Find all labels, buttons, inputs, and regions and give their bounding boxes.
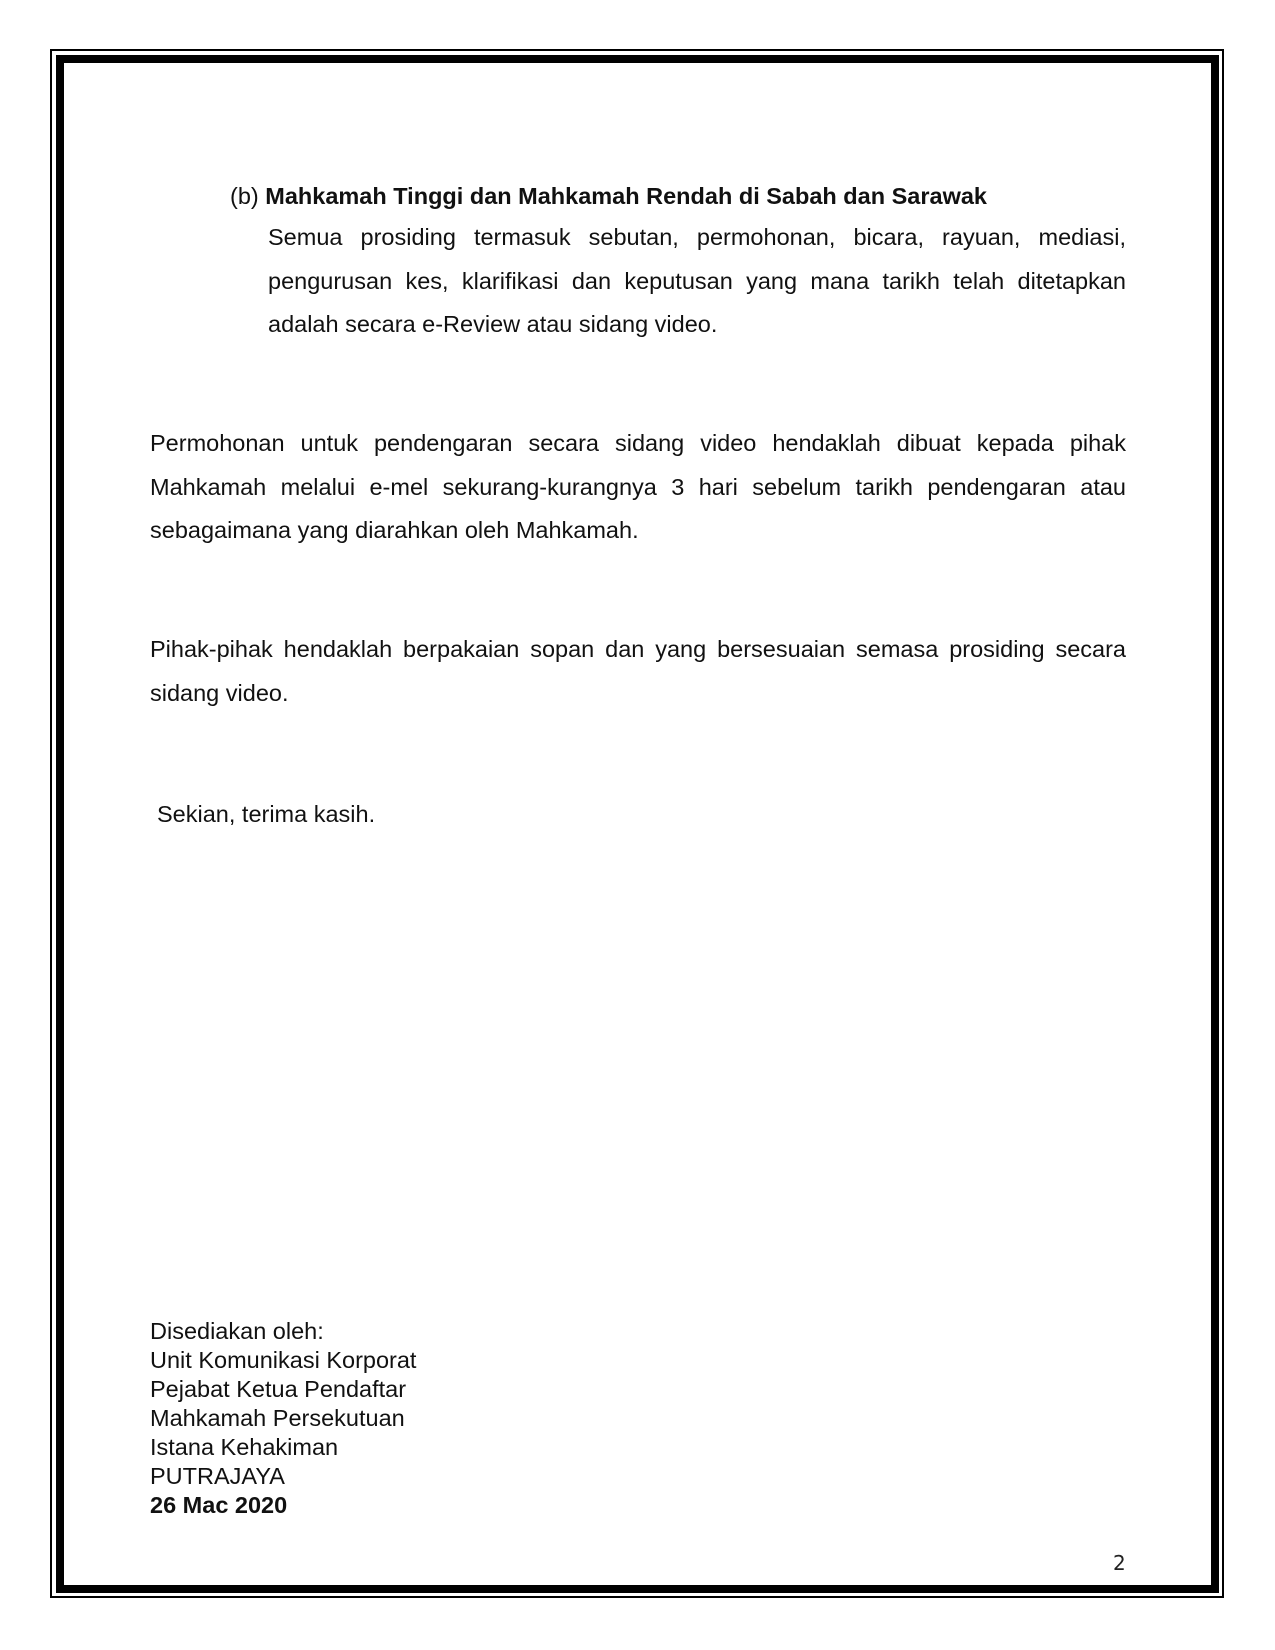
paragraph-dress-code: Pihak-pihak hendaklah berpakaian sopan dan yang bersesuaian semasa prosiding secara sidang video. <box>150 636 1126 706</box>
section-b-body: Semua prosiding termasuk sebutan, permohonan, bicara, rayuan, mediasi, pengurusan kes, klarifikasi dan keputusan yang mana tarikh telah ditetapkan adalah secara e-Review atau sidang video. <box>268 224 1126 337</box>
signature-line: PUTRAJAYA <box>150 1463 285 1489</box>
signature-block <box>150 1317 416 1520</box>
document-date: 26 Mac 2020 <box>150 1492 288 1518</box>
section-b-label: (b) <box>230 183 259 209</box>
section-b-heading <box>230 183 987 210</box>
closing-text: Sekian, terima kasih. <box>157 801 376 827</box>
prepared-by-label: Disediakan oleh: <box>150 1318 324 1344</box>
signature-line: Istana Kehakiman <box>150 1434 339 1460</box>
page-number: 2 <box>1113 1551 1126 1575</box>
signature-line: Unit Komunikasi Korporat <box>150 1347 417 1373</box>
signature-line: Pejabat Ketua Pendaftar <box>150 1376 407 1402</box>
section-b-title: Mahkamah Tinggi dan Mahkamah Rendah di Sabah dan Sarawak <box>265 183 987 209</box>
signature-line: Mahkamah Persekutuan <box>150 1405 405 1431</box>
paragraph-video-hearing-request: Permohonan untuk pendengaran secara sidang video hendaklah dibuat kepada pihak Mahkamah melalui e-mel sekurang-kurangnya 3 hari sebelum tarikh pendengaran atau sebagaimana yang diarahkan oleh Mahkamah. <box>150 430 1126 543</box>
